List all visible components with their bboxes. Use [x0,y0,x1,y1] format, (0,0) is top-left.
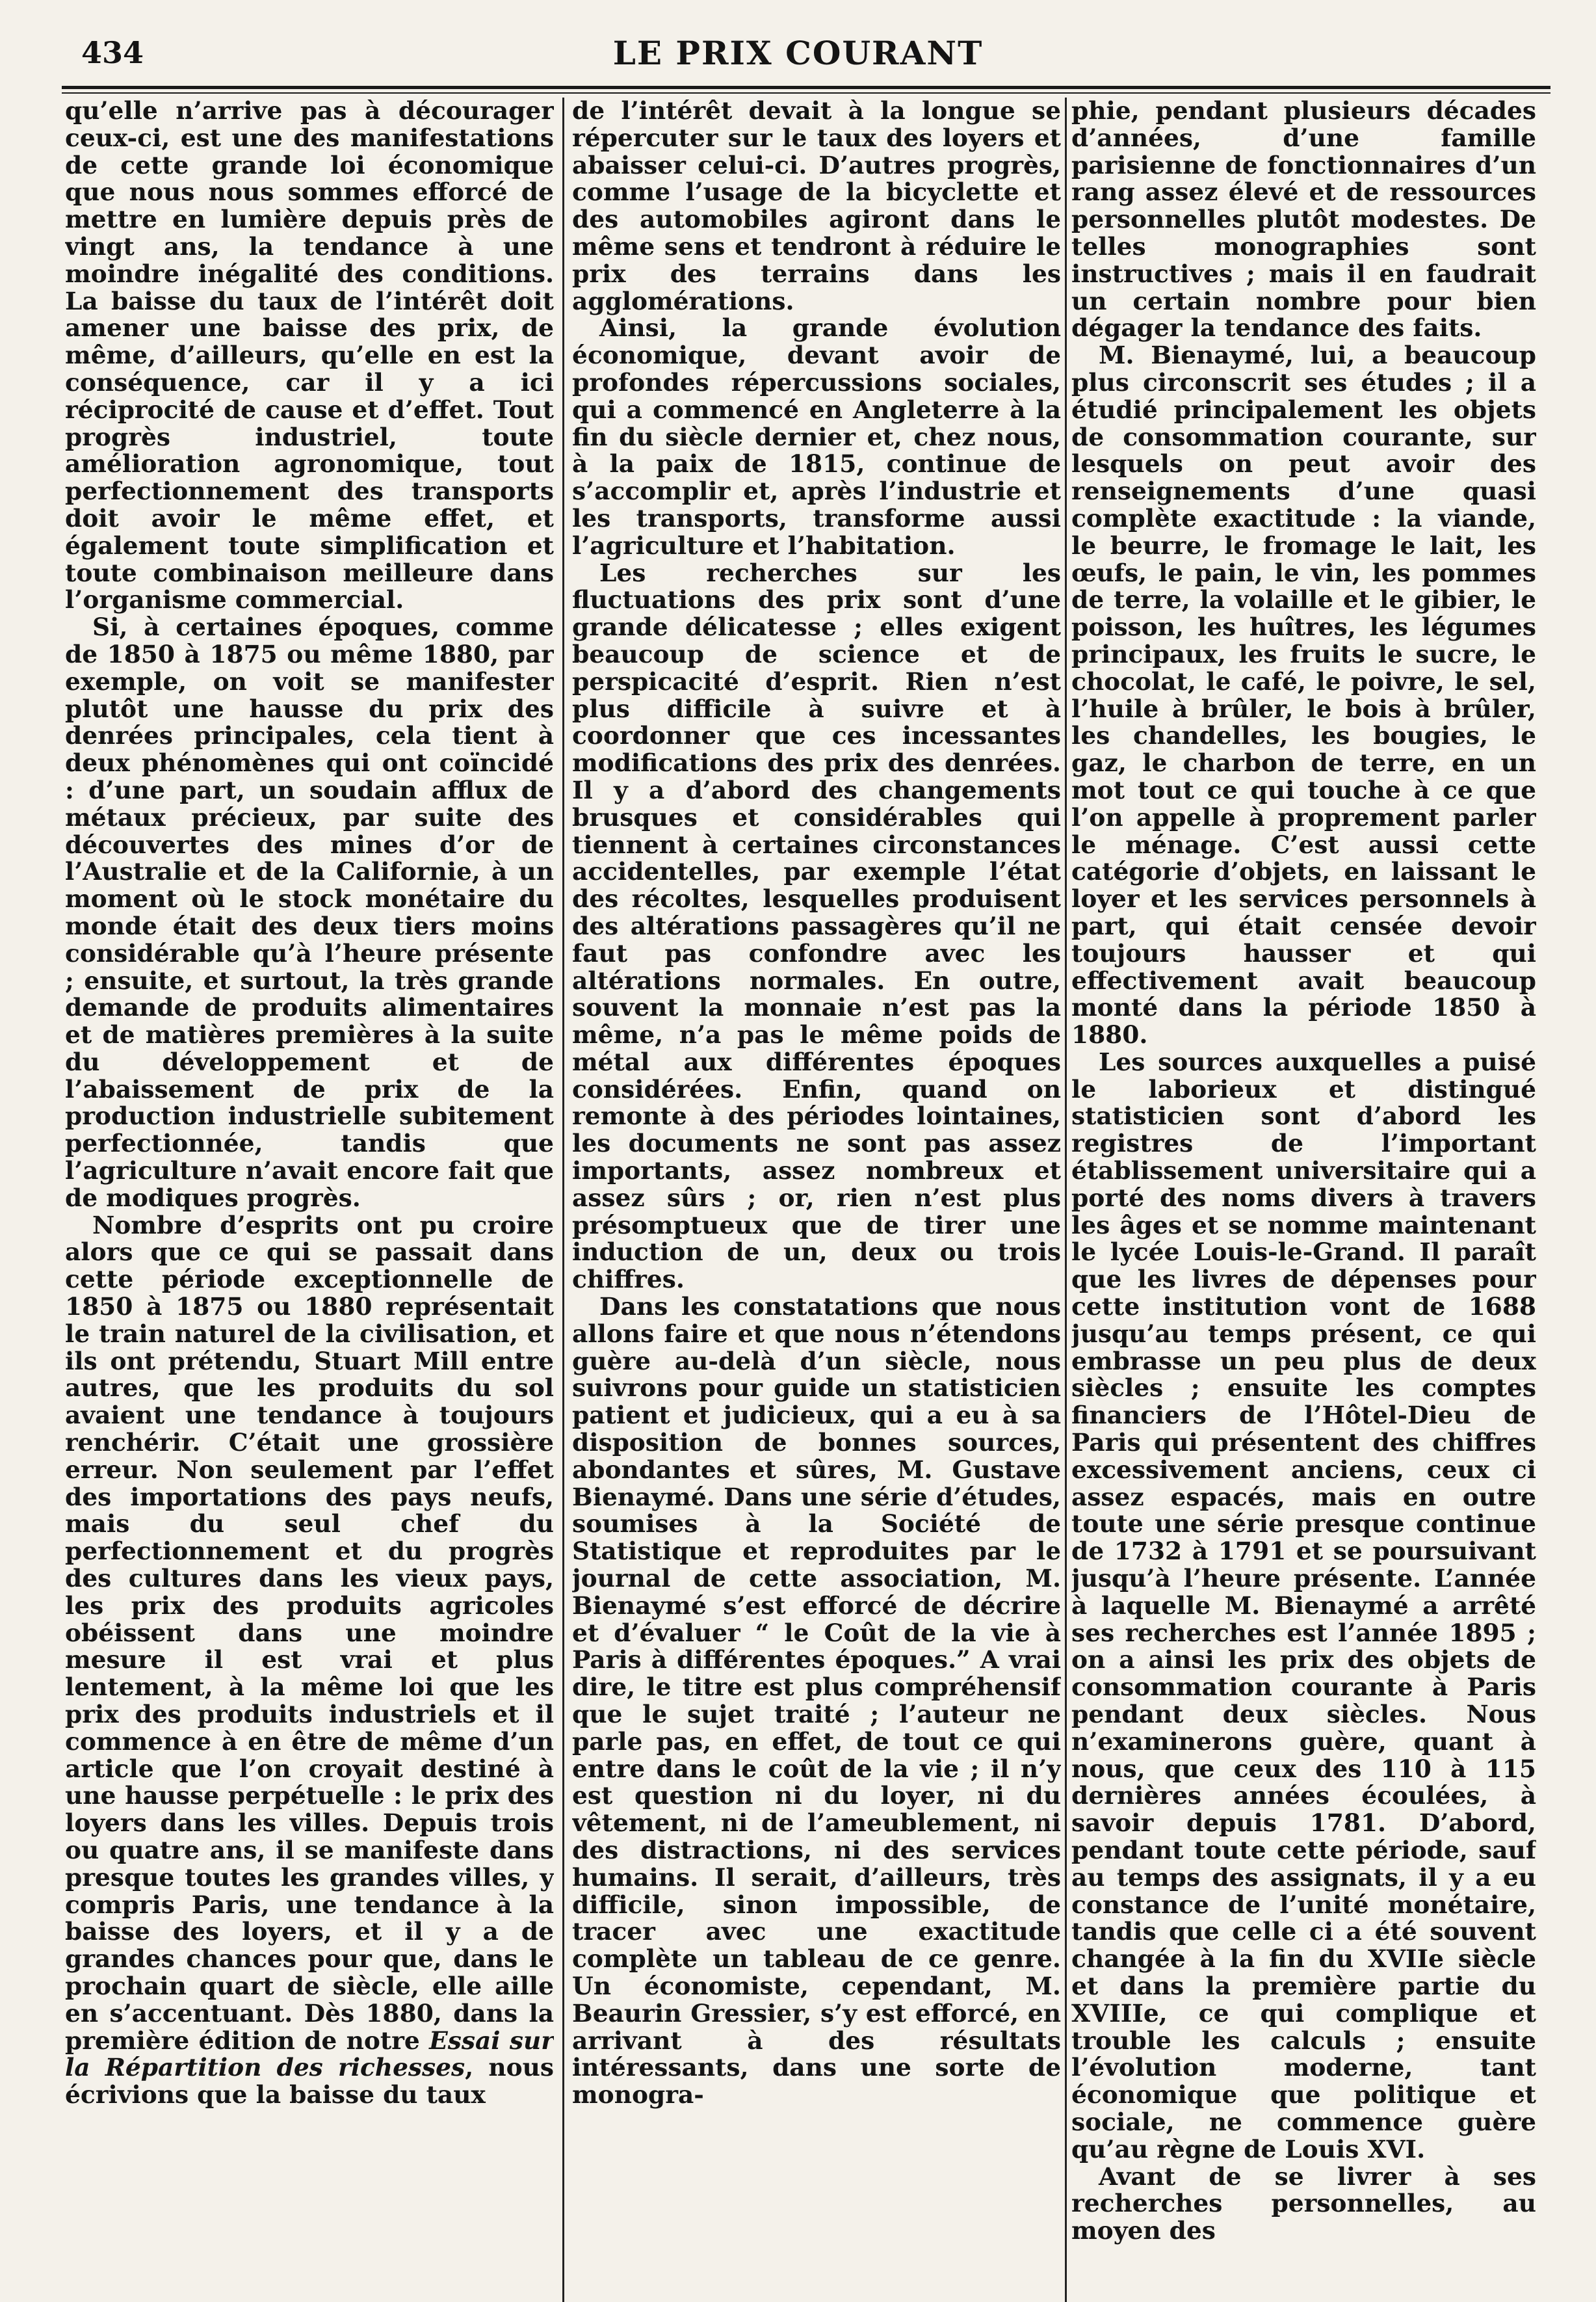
paragraph [1071,2163,1536,2245]
text-column-1 [65,98,554,2289]
paragraph [1071,342,1536,1049]
paragraph [65,1212,554,2109]
text-column-2 [572,98,1061,2289]
italic-title: Essai sur la Répartition des richesses [65,2026,554,2082]
header-rule-thin [62,92,1550,94]
paragraph [572,1293,1061,2109]
paragraph-text: Dans les constatations que nous allons faire et que nous n’étendons guère au-delà d’un siècle, nous suivrons pour guide un statisticien patient et judicieux, qui a eu à sa disposition de bonnes sources, abondantes et sûres, M. Gustave Bienaymé. Dans une série d’études, soumises à la Société de Statistique et reproduites par le journal de cette association, M. Bienaymé s’est efforcé de décrire et d’évaluer “ le Coût de la vie à Paris à différentes époques.” A vrai dire, le titre est plus compréhensif que le sujet traité ; l’auteur ne parle pas, en effet, de tout ce qui entre dans le coût de la vie ; il n’y est question ni du loyer, ni du vêtement, ni de l’ameublement, ni des distractions, ni des services humains. Il serait, d’ailleurs, très difficile, sinon impossible, de tracer avec une exactitude complète un tableau de ce genre. Un économiste, cependant, M. Beaurin Gressier, s’y est efforcé, en arrivant à des résultats intéressants, dans une sorte de monogra- [572,1292,1061,2110]
column-divider-1 [562,98,564,2302]
paragraph-text: Si, à certaines époques, comme de 1850 à 1875 ou même 1880, par exemple, on voit se manifester plutôt une hausse du prix des denrées principales, cela tient à deux phénomènes qui ont coïncidé : d’une part, un soudain afflux de métaux précieux, par suite des découvertes des mines d’or de l’Australie et de la Californie, à un moment où le stock monétaire du monde était des deux tiers moins considérable qu’à l’heure présente ; ensuite, et surtout, la très grande demande de produits alimentaires et de matières premières à la suite du développement et de l’abaissement de prix de la production industrielle subitement perfectionnée, tandis que l’agriculture n’avait encore fait que de modiques progrès. [65,613,554,1212]
paragraph [65,614,554,1212]
paragraph-text: , nous écrivions que la baisse du taux [65,2053,554,2110]
paragraph-text: Nombre d’esprits ont pu croire alors que ce qui se passait dans cette période exceptionnelle de 1850 à 1875 ou 1880 représentait le train naturel de la civilisation, et ils ont prétendu, Stuart Mill entre autres, que les produits du sol avaient une tendance à toujours renchérir. C’était une grossière erreur. Non seulement par l’effet des importations des pays neufs, mais du seul chef du perfectionnement et du progrès des cultures dans les vieux pays, les prix des produits agricoles obéissent dans une moindre mesure il est vrai et plus lentement, à la même loi que les prix des produits industriels et il commence à en être de même d’un article que l’on croyait destiné à une hausse perpétuelle : le prix des loyers dans les villes. Depuis trois ou quatre ans, il se manifeste dans presque toutes les grandes villes, y compris Paris, une tendance à la baisse des loyers, et il y a de grandes chances pour que, dans le prochain quart de siècle, elle aille en s’accentuant. Dès 1880, dans la première édition de notre [65,1210,554,2055]
paragraph-text: Avant de se livrer à ses recherches personnelles, au moyen des [1071,2162,1536,2245]
text-column-3 [1071,98,1536,2289]
page-header [62,31,1534,77]
column-divider-2 [1065,98,1067,2302]
page-number: 434 [81,35,144,70]
running-title: LE PRIX COURANT [612,34,984,72]
paragraph [1071,98,1536,342]
paragraph-text: de l’intérêt devait à la longue se répercuter sur le taux des loyers et abaisser celui-ci. D’autres progrès, comme l’usage de la bicyclette et des automobiles agiront dans le même sens et tendront à réduire le prix des terrains dans les agglomérations. [572,98,1061,315]
header-rule [62,86,1550,89]
paragraph-text: Les recherches sur les fluctuations des prix sont d’une grande délicatesse ; elles exigent beaucoup de science et de perspicacité d’esprit. Rien n’est plus difficile à suivre et à coordonner que ces incessantes modifications des prix des denrées. Il y a d’abord des changements brusques et considérables qui tiennent à certaines circonstances accidentelles, par exemple l’état des récoltes, lesquelles produisent des altérations passagères qu’il ne faut pas confondre avec les altérations normales. En outre, souvent la monnaie n’est pas la même, n’a pas le même poids de métal aux différentes époques considérées. Enfin, quand on remonte à des périodes lointaines, les documents ne sont pas assez importants, assez nombreux et assez sûrs ; or, rien n’est plus présomptueux que de tirer une induction de un, deux ou trois chiffres. [572,558,1061,1294]
paragraph-text: M. Bienaymé, lui, a beaucoup plus circonscrit ses études ; il a étudié principalement les objets de consommation courante, sur lesquels on peut avoir des renseignements d’une quasi complète exactitude : la viande, le beurre, le fromage le lait, les œufs, le pain, le vin, les pommes de terre, la volaille et le gibier, le poisson, les huîtres, les légumes principaux, les fruits le sucre, le chocolat, le café, le poivre, le sel, l’huile à brûler, le bois à brûler, les chandelles, les bougies, le gaz, le charbon de terre, en un mot tout ce qui touche à ce que l’on appelle à proprement parler le ménage. C’est aussi cette catégorie d’objets, en laissant le loyer et les services personnels à part, qui était censée devoir toujours hausser et qui effectivement avait beaucoup monté dans la période 1850 à 1880. [1071,341,1536,1050]
paragraph [572,560,1061,1294]
paragraph [1071,1049,1536,2163]
paragraph-text: phie, pendant plusieurs décades d’années, d’une famille parisienne de fonctionnaires d’un rang assez élevé et de ressources personnelles plutôt modestes. De telles monographies sont instructives ; mais il en faudrait un certain nombre pour bien dégager la tendance des faits. [1071,98,1536,343]
paragraph [65,98,554,614]
paragraph [572,98,1061,315]
paragraph-text: qu’elle n’arrive pas à décourager ceux-ci, est une des manifestations de cette grande loi économique que nous nous sommes efforcé de mettre en lumière depuis près de vingt ans, la tendance à une moindre inégalité des conditions. La baisse du taux de l’intérêt doit amener une baisse des prix, de même, d’ailleurs, qu’elle en est la conséquence, car il y a ici réciprocité de cause et d’effet. Tout progrès industriel, toute amélioration agronomique, tout perfectionnement des transports doit avoir le même effet, et également toute simplification et toute combinaison meilleure dans l’organisme commercial. [65,98,554,615]
paragraph-text: Ainsi, la grande évolution économique, devant avoir de profondes répercussions sociales, qui a commencé en Angleterre à la fin du siècle dernier et, chez nous, à la paix de 1815, continue de s’accomplir et, après l’industrie et les transports, transforme aussi l’agriculture et l’habitation. [572,313,1061,560]
paragraph-text: Les sources auxquelles a puisé le laborieux et distingué statisticien sont d’abord les registres de l’important établissement universitaire qui a porté des noms divers à travers les âges et se nomme maintenant le lycée Louis-le-Grand. Il paraît que les livres de dépenses pour cette institution vont de 1688 jusqu’au temps présent, ce qui embrasse un peu plus de deux siècles ; ensuite les comptes financiers de l’Hôtel-Dieu de Paris qui présentent des chiffres excessivement anciens, ceux ci assez espacés, mais en outre toute une série presque continue de 1732 à 1791 et se poursuivant jusqu’à l’heure présente. L’année à laquelle M. Bienaymé a arrêté ses recherches est l’année 1895 ; on a ainsi les prix des objets de consommation courante à Paris pendant deux siècles. Nous n’examinerons guère, quant à nous, que ceux des 110 à 115 dernières années écoulées, à savoir depuis 1781. D’abord, pendant toute cette période, sauf au temps des assignats, il y a eu constance de l’unité monétaire, tandis que celle ci a été souvent changée à la fin du XVIIe siècle et dans la première partie du XVIIIe, ce qui complique et trouble les calculs ; ensuite l’évolution moderne, tant économique que politique et sociale, ne commence guère qu’au règne de Louis XVI. [1071,1047,1536,2163]
paragraph [572,315,1061,559]
